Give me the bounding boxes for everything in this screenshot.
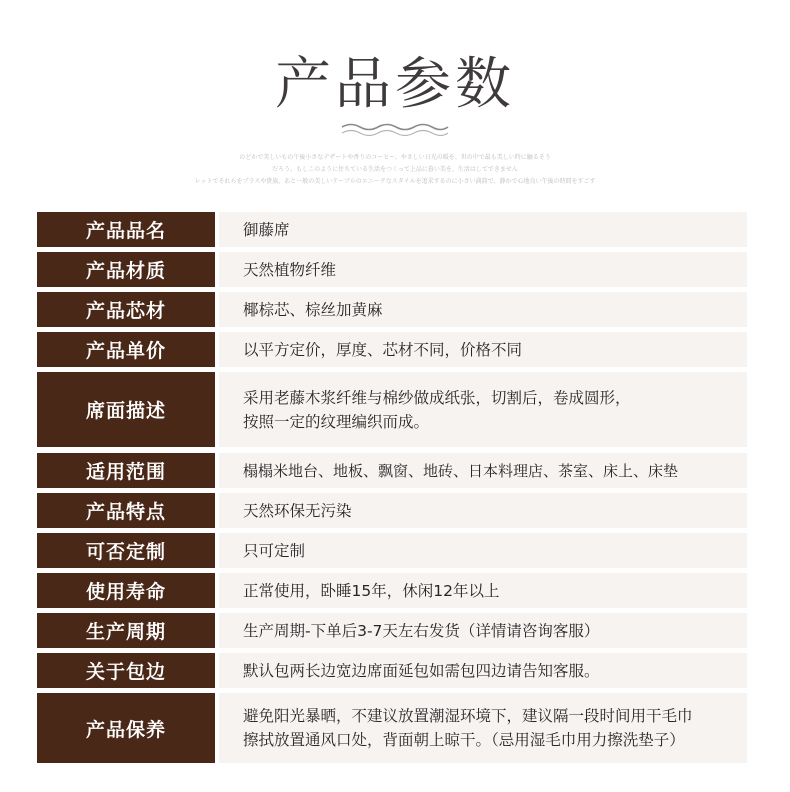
decorative-wave-divider (340, 122, 450, 136)
row-label: 适用范围 (37, 453, 215, 488)
spec-row-edging (37, 653, 747, 688)
row-label: 可否定制 (37, 533, 215, 568)
row-value: 只可定制 (219, 533, 747, 568)
spec-row-scope (37, 453, 747, 488)
row-value: 默认包两长边宽边席面延包如需包四边请告知客服。 (219, 653, 747, 688)
row-label: 产品特点 (37, 493, 215, 528)
spec-row-maintenance (37, 693, 747, 763)
decorative-subtext-line-1: のどかで美しいもの午後小さなデザートや香りのコーヒー、やさしい日光の暖を、世の中で最も美しい時に触るそう (239, 154, 551, 161)
row-label: 关于包边 (37, 653, 215, 688)
row-label: 产品单价 (37, 332, 215, 367)
spec-row-material (37, 252, 747, 287)
spec-row-customizable (37, 533, 747, 568)
spec-row-features (37, 493, 747, 528)
row-label: 生产周期 (37, 613, 215, 648)
row-value: 榻榻米地台、地板、飘窗、地砖、日本料理店、茶室、床上、床垫 (219, 453, 747, 488)
row-label: 产品保养 (37, 693, 215, 763)
row-label: 席面描述 (37, 372, 215, 447)
row-label: 产品品名 (37, 212, 215, 247)
row-value: 御藤席 (219, 212, 747, 247)
row-value: 正常使用，卧睡15年，休闲12年以上 (219, 573, 747, 608)
row-label: 使用寿命 (37, 573, 215, 608)
row-value: 避免阳光暴晒，不建议放置潮湿环境下，建议隔一段时间用干毛巾 擦拭放置通风口处，背面朝上晾干。（忌用湿毛巾用力擦洗垫子） (219, 693, 747, 763)
decorative-subtext-line-2: だろう。もしこのように住ちている生活をつくって上品に暮い美を、生活はしてできません (272, 166, 518, 173)
row-value: 采用老藤木浆纤维与棉纱做成纸张，切割后，卷成圆形， 按照一定的纹理编织而成。 (219, 372, 747, 447)
row-value: 天然环保无污染 (219, 493, 747, 528)
spec-row-lifespan (37, 573, 747, 608)
row-value: 生产周期-下单后3-7天左右发货（详情请咨询客服） (219, 613, 747, 648)
spec-row-core (37, 292, 747, 327)
spec-row-production-cycle (37, 613, 747, 648)
decorative-subtext-line-3: レットでそれらをプラスや貴族、あと一般の美しいテーブルのエニークなスタイルを追求するのに小さい満韵で、静かで心地良い午後の時間をすごす (194, 178, 596, 185)
page-title: 产品参数 (275, 52, 515, 117)
row-value: 椰棕芯、棕丝加黄麻 (219, 292, 747, 327)
row-label: 产品芯材 (37, 292, 215, 327)
row-value: 以平方定价，厚度、芯材不同，价格不同 (219, 332, 747, 367)
row-label: 产品材质 (37, 252, 215, 287)
row-value: 天然植物纤维 (219, 252, 747, 287)
spec-row-name (37, 212, 747, 247)
spec-row-description (37, 372, 747, 447)
spec-row-price (37, 332, 747, 367)
